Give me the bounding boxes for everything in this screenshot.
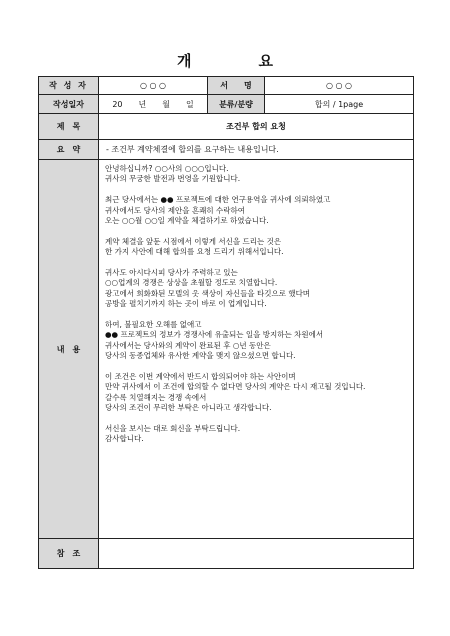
reference-row (39, 539, 414, 569)
content-line: 공방을 펼치기까지 하는 곳이 바로 이 업계입니다. (105, 299, 267, 309)
date-label: 작성일자 (39, 95, 99, 114)
summary-row (39, 140, 414, 160)
content-line: 계약 체결을 앞둔 시점에서 이렇게 서신을 드리는 것은 (105, 236, 282, 246)
report-form-table (38, 76, 414, 569)
page-title: 개 요 (177, 52, 299, 70)
summary-value: - 조건부 계약체결에 합의를 요구하는 내용입니다. (99, 140, 414, 160)
content-line: 하여, 불필요한 오해를 없애고 (105, 320, 202, 330)
content-line: 귀사에서는 당사와의 계약이 완료된 후 ○년 동안은 (105, 340, 271, 350)
subject-value: 조건부 합의 요청 (99, 114, 414, 140)
content-gap (105, 185, 407, 195)
category-label: 분류/분량 (208, 95, 265, 114)
recipient-label: 서 명 (208, 77, 265, 95)
author-label: 작 성 자 (39, 77, 99, 95)
content-line: 만약 귀사에서 이 조건에 합의할 수 없다면 당사의 계약은 다시 재고될 것입니다. (105, 382, 366, 392)
content-gap (105, 310, 407, 320)
category-value: 합의 / 1page (265, 95, 414, 114)
content-line: ●● 프로젝트의 정보가 경쟁사에 유출되는 일을 방지하는 차원에서 (105, 330, 324, 340)
content-line: ○○업계의 경쟁은 상상을 초월할 정도로 치열합니다. (105, 278, 278, 288)
content-line: 귀사의 무궁한 발전과 번영을 기원합니다. (105, 174, 241, 184)
content-line: 최근 당사에서는 ●● 프로젝트에 대한 연구용역을 귀사에 의뢰하였고 (105, 195, 331, 205)
content-line: 이 조건은 이번 계약에서 반드시 합의되어야 하는 사안이며 (105, 372, 296, 382)
author-row (39, 77, 414, 95)
recipient-value: ○ ○ ○ (265, 77, 414, 95)
content-line: 당사의 조건이 무리한 부탁은 아니라고 생각합니다. (105, 403, 272, 413)
content-line: 당사의 동종업체와 유사한 계약을 맺지 않으셨으면 합니다. (105, 351, 296, 361)
content-line: 한 가지 사안에 대해 합의를 요청 드리기 위해서입니다. (105, 247, 284, 257)
content-line: 갈수록 치열해지는 경쟁 속에서 (105, 392, 207, 402)
content-line: 오는 ○○월 ○○일 계약을 체결하기로 하였습니다. (105, 216, 269, 226)
summary-label: 요 약 (39, 140, 99, 160)
content-line: 광고에서 희화화된 모델의 옷 색상이 자신들을 타깃으로 했다며 (105, 288, 311, 298)
content-line: 귀사에서도 당사의 제안을 흔쾌히 수락하여 (105, 205, 245, 215)
content-gap (105, 362, 407, 372)
content-line: 안녕하십니까? ○○사의 ○○○입니다. (105, 164, 229, 173)
content-line: 귀사도 아시다시피 당사가 주력하고 있는 (105, 268, 238, 278)
reference-label: 참 조 (39, 539, 99, 569)
content-body (99, 160, 414, 539)
subject-label: 제 목 (39, 114, 99, 140)
date-value: 20 년 월 일 (99, 95, 208, 114)
content-gap (105, 414, 407, 424)
content-line: 서신을 보시는 대로 회신을 부탁드립니다. (105, 424, 241, 434)
subject-row (39, 114, 414, 140)
content-line: 감사합니다. (105, 434, 144, 444)
content-row (39, 160, 414, 539)
author-value: ○ ○ ○ (99, 77, 208, 95)
date-row (39, 95, 414, 114)
reference-value (99, 539, 414, 569)
content-gap (105, 258, 407, 268)
content-gap (105, 226, 407, 236)
content-label: 내 용 (39, 160, 99, 539)
